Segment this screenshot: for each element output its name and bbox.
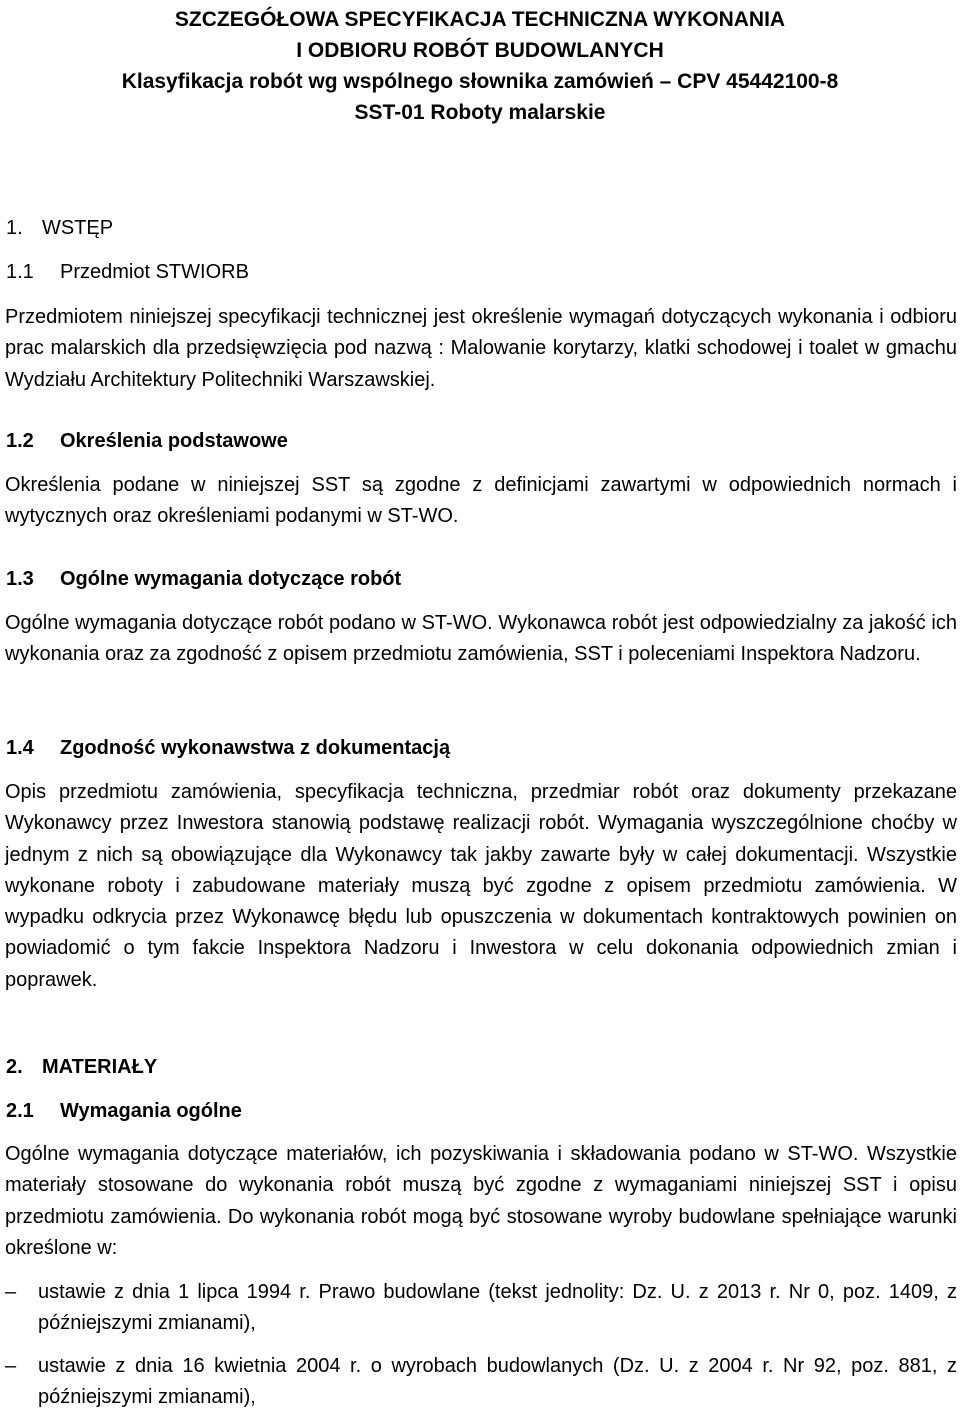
title-line-4: SST-01 Roboty malarskie [354,101,606,124]
section-number: 1.3 [6,568,34,590]
section-title: MATERIAŁY [42,1056,158,1078]
title-line-3: Klasyfikacja robót wg wspólnego słownika zamówień – CPV 45442100-8 [121,70,839,93]
title-line-2: I ODBIORU ROBÓT BUDOWLANYCH [296,39,664,62]
section-1-3-heading [6,565,401,593]
section-number: 1.1 [6,261,34,283]
section-1-4-text: Opis przedmiotu zamówienia, specyfikacja techniczna, przedmiar robót oraz dokumenty przekazane Wykonawcy przez Inwestora stanowią podstawę realizacji robót. Wymagania wyszczególnione choćby w jednym z nich są obowiązujące dla Wykonawcy tak jakby zawarte były w całej dokumentacji. Wszystkie wykonane roboty i zabudowane materiały muszą być zgodne z opisem przedmiotu zamówienia. W wypadku odkrycia przez Wykonawcę błędu lub opuszczenia w dokumentach kontraktowych powinien on powiadomić o tym fakcie Inspektora Nadzoru i Inwestora w celu dokonania odpowiednich zmian i poprawek. [5,781,957,991]
section-2-1-heading [6,1097,242,1125]
section-1-1-text: Przedmiotem niniejszej specyfikacji technicznej jest określenie wymagań dotyczących wykonania i odbioru prac malarskich dla przedsięwzięcia pod nazwą : Malowanie korytarzy, klatki schodowej i toalet w gmachu Wydziału Architektury Politechniki Warszawskiej. [5,306,957,391]
section-title: Wymagania ogólne [60,1100,242,1122]
section-1-1-heading [6,258,249,286]
bullet-dash: – [5,1355,17,1377]
section-number: 1. [6,217,23,239]
section-1-4-heading [6,734,450,762]
section-1-2-heading [6,427,288,455]
section-number: 1.2 [6,430,34,452]
section-2-1-text: Ogólne wymagania dotyczące materiałów, ich pozyskiwania i składowania podano w ST-WO. Wszystkie materiały stosowane do wykonania robót muszą być zgodne z wymaganiami niniejszej SST i opisu przedmiotu zamówienia. Do wykonania robót mogą być stosowane wyroby budowlane spełniające warunki określone w: [5,1143,957,1259]
section-number: 2.1 [6,1100,34,1122]
section-2-heading [6,1053,157,1081]
section-title: Zgodność wykonawstwa z dokumentacją [60,737,451,759]
list-item [5,1351,957,1414]
section-title: WSTĘP [42,217,114,239]
section-title: Przedmiot STWIORB [60,261,249,283]
section-number: 1.4 [6,737,34,759]
bullet-dash: – [5,1281,17,1303]
section-1-2-text: Określenia podane w niniejszej SST są zgodne z definicjami zawartymi w odpowiednich normach i wytycznych oraz określeniami podanymi w ST-WO. [5,474,957,528]
section-1-heading [6,214,113,242]
list-item-text: ustawie z dnia 16 kwietnia 2004 r. o wyrobach budowlanych (Dz. U. z 2004 r. Nr 92, poz. 881, z późniejszymi zmianami), [38,1355,957,1409]
list-item-text: ustawie z dnia 1 lipca 1994 r. Prawo budowlane (tekst jednolity: Dz. U. z 2013 r. Nr 0, poz. 1409, z późniejszymi zmianami), [38,1281,957,1335]
document-title [0,4,960,128]
section-number: 2. [6,1056,23,1078]
list-item [5,1277,957,1340]
section-1-3-text: Ogólne wymagania dotyczące robót podano w ST-WO. Wykonawca robót jest odpowiedzialny za jakość ich wykonania oraz za zgodność z opisem przedmiotu zamówienia, SST i poleceniami Inspektora Nadzoru. [5,612,957,666]
section-title: Ogólne wymagania dotyczące robót [60,568,402,590]
title-line-1: SZCZEGÓŁOWA SPECYFIKACJA TECHNICZNA WYKONANIA [174,8,786,31]
section-title: Określenia podstawowe [60,430,288,452]
